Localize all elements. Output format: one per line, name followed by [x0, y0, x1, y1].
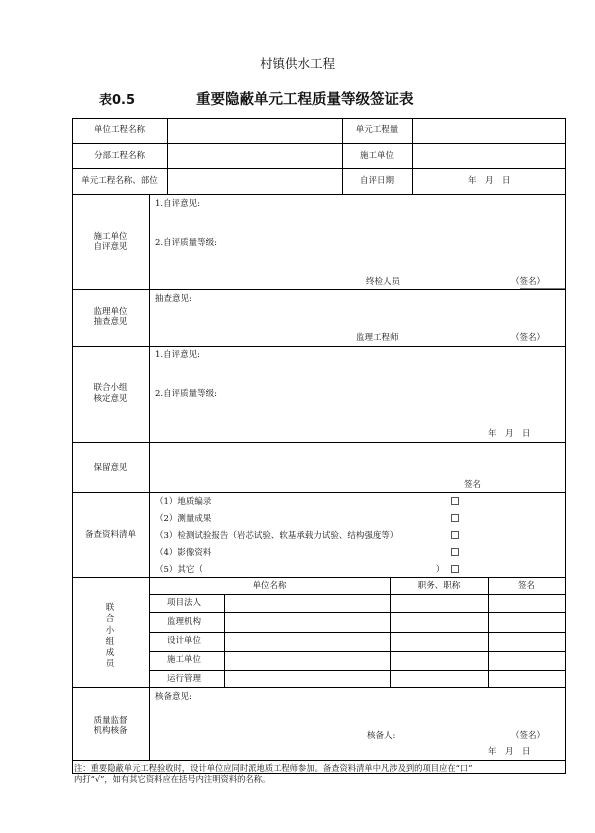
other-close-paren: ）	[436, 565, 445, 575]
member-row-divider	[149, 594, 565, 595]
supervision-label-2: 抽查意见	[93, 317, 128, 327]
member-col-title: 职务、职称	[417, 581, 461, 591]
member-row-divider	[149, 632, 565, 633]
member-col-sign: 签名	[517, 581, 535, 591]
reservation-label: 保留意见	[93, 463, 128, 473]
sub-project-name-label: 分部工程名称	[93, 151, 145, 161]
joint-grade-item: 2.自评质量等级:	[155, 389, 217, 399]
material-checkbox[interactable]	[451, 565, 459, 573]
member-row-divider	[149, 612, 565, 613]
page-title: 重要隐蔽单元工程质量等级签证表	[196, 92, 414, 108]
material-checkbox[interactable]	[451, 497, 459, 505]
unit-project-name-label: 单位工程名称	[93, 125, 145, 135]
supervision-signature-label: （签名）	[511, 333, 546, 343]
supervision-label-1: 监理单位	[93, 307, 128, 317]
table-left-border	[72, 118, 73, 774]
material-item: （5）其它（	[155, 565, 203, 575]
joint-date: 年 月 日	[488, 429, 531, 439]
material-checkbox[interactable]	[451, 514, 459, 522]
member-role: 运行管理	[167, 674, 202, 684]
material-item: （2）测量成果	[155, 514, 212, 524]
member-role: 项目法人	[167, 598, 202, 608]
table-top-border	[72, 118, 566, 119]
construction-eval-label-2: 自评意见	[93, 242, 128, 252]
label-col-divider	[149, 194, 150, 760]
construction-unit-label: 施工单位	[359, 151, 394, 161]
row-divider	[72, 143, 566, 144]
material-item: （1）地质编录	[155, 497, 212, 507]
row-divider	[72, 289, 566, 290]
row-divider	[72, 168, 566, 169]
material-item: （3）检测试验报告（岩芯试验、软基承载力试验、结构强度等）	[155, 531, 399, 541]
reservation-sign-label: 签名	[464, 480, 482, 490]
row-divider	[72, 687, 566, 688]
member-role: 施工单位	[167, 655, 202, 665]
material-checkbox[interactable]	[451, 548, 459, 556]
member-col-unit-name: 单位名称	[252, 581, 287, 591]
row-divider	[72, 346, 566, 347]
members-vertical-label: 联 合 小 组 成 员	[105, 603, 115, 670]
member-role: 设计单位	[167, 636, 202, 646]
table-right-border	[565, 118, 566, 774]
self-eval-date-value: 年 月 日	[468, 176, 511, 186]
element-name-location-label: 单元工程名称、部位	[81, 176, 158, 186]
material-checkbox[interactable]	[451, 531, 459, 539]
row-divider	[72, 194, 566, 195]
row-divider	[72, 492, 566, 493]
member-row-divider	[149, 651, 565, 652]
row-divider	[72, 760, 566, 761]
supervision-opinion: 抽查意见:	[155, 294, 192, 304]
record-opinion: 核备意见:	[155, 692, 192, 702]
materials-list-label: 备查资料清单	[84, 530, 136, 540]
construction-eval-label-1: 施工单位	[93, 232, 128, 242]
member-col-divider	[224, 594, 225, 687]
member-row-divider	[149, 670, 565, 671]
signature-underline	[520, 288, 565, 289]
quality-supervision-label-2: 机构核备	[93, 726, 128, 736]
final-inspector-label: 终检人员	[366, 277, 401, 287]
construction-grade-item: 2.自评质量等级:	[155, 238, 217, 248]
record-person-label: 核备人:	[367, 731, 396, 741]
row-divider	[72, 442, 566, 443]
construction-signature-label: （签名）	[511, 277, 546, 287]
joint-team-label-2: 核定意见	[93, 394, 128, 404]
construction-opinion-item: 1.自评意见:	[155, 199, 200, 209]
supervision-engineer-label: 监理工程师	[356, 333, 399, 343]
record-date: 年 月 日	[488, 747, 531, 757]
col-divider	[412, 118, 413, 194]
footer-note-line-2: 内打“√”，如有其它资料应在括号内注明资料的名称。	[74, 774, 271, 784]
form-number: 表0.5	[99, 93, 136, 108]
element-quantity-label: 单元工程量	[355, 125, 399, 135]
project-type-title: 村镇供水工程	[259, 56, 335, 71]
row-divider	[72, 577, 566, 578]
footer-note-line-1: 注：重要隐蔽单元工程验收时，设计单位应同时派地质工程师参加。备查资料清单中凡涉及到的项目应在“口”	[74, 763, 473, 773]
record-signature-label: （签名）	[511, 731, 546, 741]
joint-team-label-1: 联合小组	[93, 383, 128, 393]
member-col-divider	[390, 577, 391, 687]
material-item: （4）影像资料	[155, 548, 212, 558]
member-col-divider	[488, 577, 489, 687]
col-divider	[167, 118, 168, 194]
self-eval-date-label: 自评日期	[359, 176, 394, 186]
joint-opinion-item: 1.自评意见:	[155, 350, 200, 360]
member-role: 监理机构	[167, 617, 202, 627]
quality-supervision-label-1: 质量监督	[93, 716, 128, 726]
